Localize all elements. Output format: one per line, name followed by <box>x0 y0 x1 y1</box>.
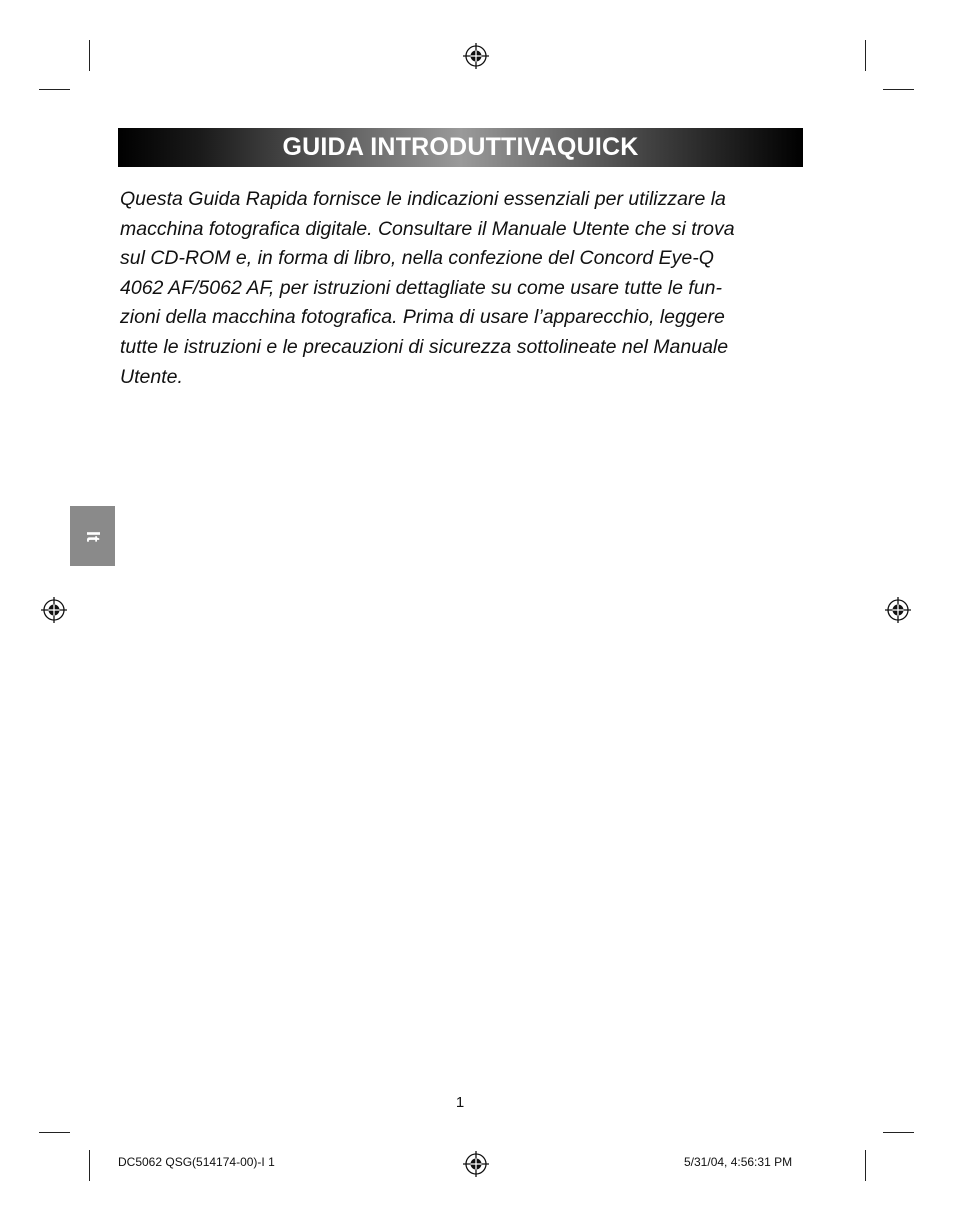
registration-crosshair-icon <box>463 1151 489 1177</box>
crop-mark-top-left-horizontal <box>39 89 70 90</box>
section-title-bar <box>118 128 803 167</box>
paragraph-line: sul CD-ROM e, in forma di libro, nella confezione del Concord Eye-Q <box>120 247 714 270</box>
registration-crosshair-icon <box>885 597 911 623</box>
crop-mark-bottom-left-vertical <box>89 1150 90 1181</box>
registration-crosshair-icon <box>41 597 67 623</box>
footer-file-info: DC5062 QSG(514174-00)-I 1 <box>118 1155 275 1169</box>
intro-paragraph <box>120 185 810 392</box>
crop-mark-top-right-vertical <box>865 40 866 71</box>
crop-mark-bottom-right-vertical <box>865 1150 866 1181</box>
language-tab <box>70 506 115 566</box>
paragraph-line: zioni della macchina fotografica. Prima di usare l’apparecchio, leggere <box>120 306 725 329</box>
language-tab-label: It <box>83 530 103 542</box>
paragraph-line: macchina fotografica digitale. Consultare il Manuale Utente che si trova <box>120 217 735 240</box>
paragraph-line: tutte le istruzioni e le precauzioni di sicurezza sottolineate nel Manuale <box>120 335 729 358</box>
page-number: 1 <box>455 1094 465 1111</box>
crop-mark-top-left-vertical <box>89 40 90 71</box>
section-title: GUIDA INTRODUTTIVAQUICK <box>282 133 639 161</box>
paragraph-line: 4062 AF/5062 AF, per istruzioni dettagliate su come usare tutte le fun- <box>120 276 722 299</box>
footer-timestamp: 5/31/04, 4:56:31 PM <box>684 1155 793 1169</box>
crop-mark-bottom-right-horizontal <box>883 1132 914 1133</box>
paragraph-line: Utente. <box>120 365 183 388</box>
registration-crosshair-icon <box>463 43 489 69</box>
crop-mark-top-right-horizontal <box>883 89 914 90</box>
paragraph-line: Questa Guida Rapida fornisce le indicazioni essenziali per utilizzare la <box>120 188 726 210</box>
crop-mark-bottom-left-horizontal <box>39 1132 70 1133</box>
